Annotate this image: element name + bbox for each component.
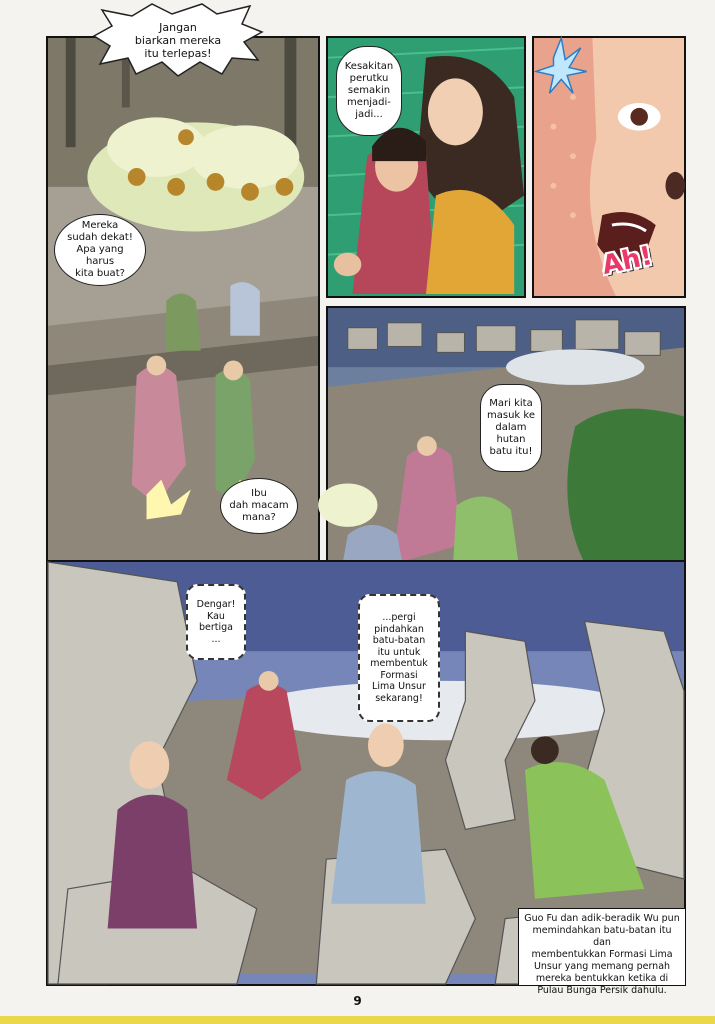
speech-bubble-instruction: ...pergi pindahkan batu-batan itu untuk membentuk Formasi Lima Unsur sekarang!: [358, 594, 440, 722]
panel-closeup-ah: [532, 36, 686, 298]
narration-caption: Guo Fu dan adik-beradik Wu pun memindahkan batu-batan itu dan membentukkan Formasi Lima Unsur yang memang pernah mereka bentukkan ketika di Pulau Bunga Persik dahulu.: [518, 908, 686, 986]
panel-woman-pain: [326, 36, 526, 298]
sound-effect-ah: Ah!: [599, 241, 656, 281]
speech-bubble-mother: Ibu dah macam mana?: [220, 478, 298, 534]
panel-stone-forest-run: [326, 306, 686, 592]
speech-bubble-question: Mereka sudah dekat! Apa yang harus kita buat?: [54, 214, 146, 286]
speech-bubble-listen: Dengar! Kau bertiga ...: [186, 584, 246, 660]
speech-bubble-forest: Mari kita masuk ke dalam hutan batu itu!: [480, 384, 542, 472]
page-number: 9: [353, 994, 362, 1008]
shout-balloon-escape: [92, 2, 264, 78]
panel-forest-fight: [46, 36, 320, 564]
speech-bubble-pain: Kesakitan perutku semakin menjadi- jadi...: [336, 46, 402, 136]
bottom-color-strip: [0, 1016, 715, 1024]
shout-text: Jangan biarkan mereka itu terlepas!: [134, 20, 222, 60]
panel-formation: [46, 560, 686, 996]
